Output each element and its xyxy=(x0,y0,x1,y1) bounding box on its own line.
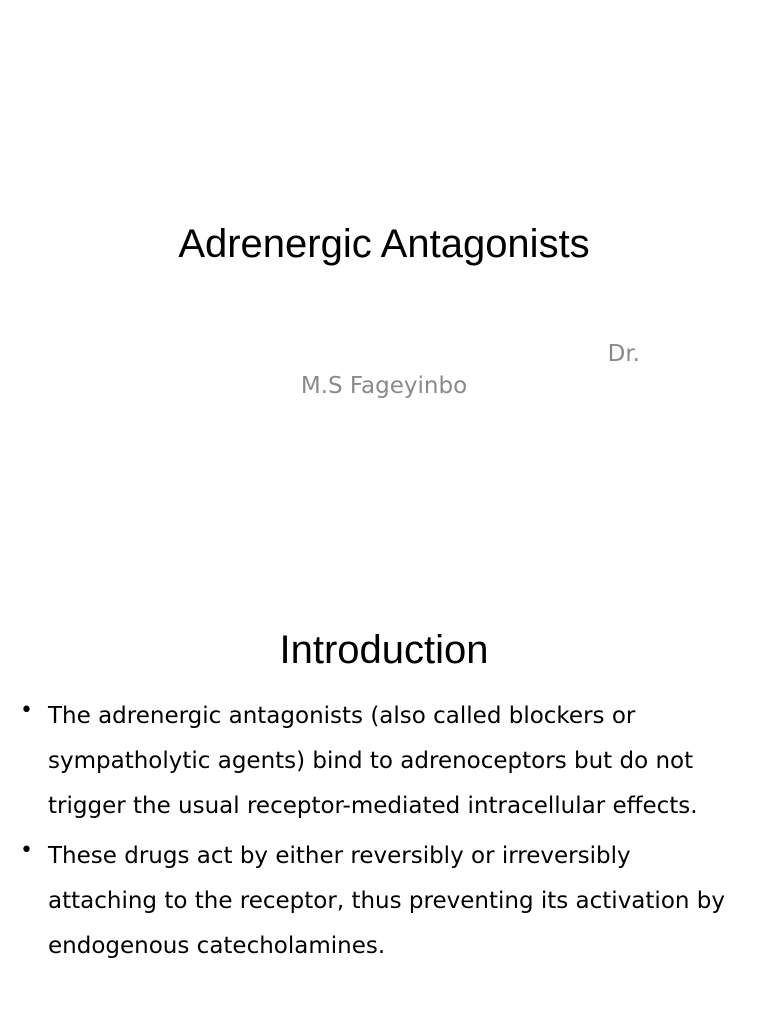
bullet-item xyxy=(0,694,740,829)
slide-title: Adrenergic Antagonists xyxy=(178,222,590,266)
bullet-text: The adrenergic antagonists (also called blockers or sympatholytic agents) bind to adrenoceptors but do not trigger the usual receptor-mediated intracellular effects. xyxy=(48,703,698,819)
slide-subtitle xyxy=(120,338,648,402)
bullet-icon: • xyxy=(20,698,33,723)
author-prefix: Dr. xyxy=(607,341,640,367)
bullet-text: These drugs act by either reversibly or irreversibly attaching to the receptor, thus preventing its activation by endogenous catecholamines. xyxy=(48,843,725,959)
author-name: M.S Fageyinbo xyxy=(300,373,468,399)
bullet-list xyxy=(0,694,740,974)
bullet-icon: • xyxy=(20,838,33,863)
bullet-item xyxy=(0,834,740,969)
introduction-slide xyxy=(0,576,768,1024)
slide-title: Introduction xyxy=(279,628,489,672)
